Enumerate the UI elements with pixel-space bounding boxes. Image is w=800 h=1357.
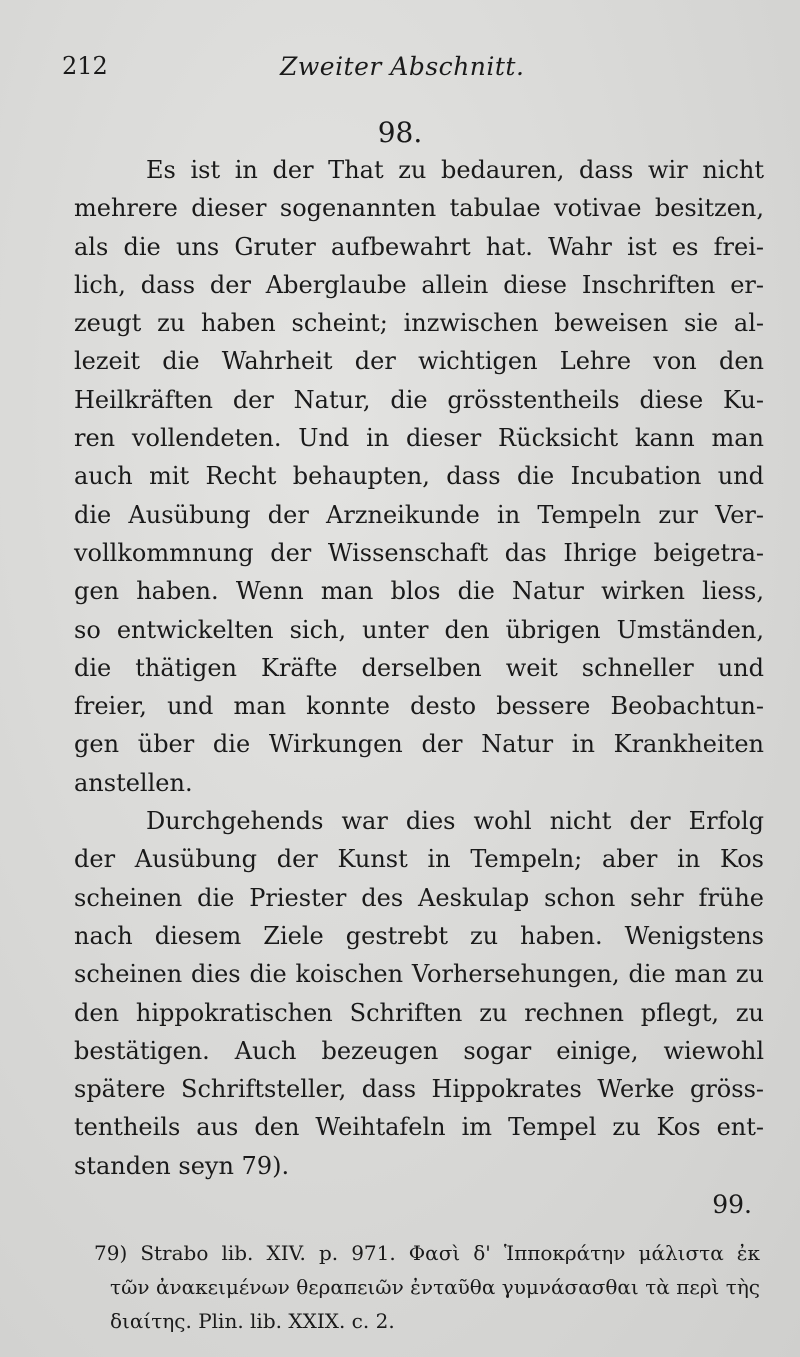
text-line: als die uns Gruter aufbewahrt hat. Wahr ist es frei- <box>74 232 764 261</box>
text-line: scheinen dies die koischen Vorhersehungen, die man zu <box>74 960 764 989</box>
text-line: vollkommnung der Wissenschaft das Ihrige beigetra- <box>74 538 764 567</box>
text-line: bestätigen. Auch bezeugen sogar einige, wiewohl <box>74 1036 764 1065</box>
running-title: Zweiter Abschnitt. <box>280 52 525 81</box>
text-line: mehrere dieser sogenannten tabulae votivae besitzen, <box>74 194 764 223</box>
page-header <box>62 52 760 92</box>
body-text <box>74 151 764 1185</box>
text-line: tentheils aus den Weihtafeln im Tempel zu Kos ent- <box>74 1113 764 1142</box>
text-line: freier, und man konnte desto bessere Beobachtun- <box>74 692 764 721</box>
text-line: lezeit die Wahrheit der wichtigen Lehre von den <box>74 347 764 376</box>
text-line: den hippokratischen Schriften zu rechnen pflegt, zu <box>74 998 764 1027</box>
text-line: so entwickelten sich, unter den übrigen Umständen, <box>74 615 764 644</box>
text-line: die thätigen Kräfte derselben weit schneller und <box>74 653 764 682</box>
text-line: scheinen die Priester des Aeskulap schon sehr frühe <box>74 883 764 912</box>
text-line: Es ist in der That zu bedauren, dass wir nicht <box>146 156 764 184</box>
text-line: anstellen. <box>74 768 193 797</box>
text-line: die Ausübung der Arzneikunde in Tempeln zur Ver- <box>74 500 764 529</box>
text-line: spätere Schriftsteller, dass Hippokrates Werke gröss- <box>74 1075 764 1104</box>
page-number: 212 <box>62 52 108 80</box>
footnote-line: τῶν ἀνακειμένων θεραπειῶν ἐνταῦθα γυμνάσασθαι τὰ περὶ τὴς <box>110 1275 760 1299</box>
next-section-number: 99. <box>712 1190 752 1219</box>
text-line: Durchgehends war dies wohl nicht der Erfolg <box>146 807 764 836</box>
footnote-line: 79) Strabo lib. XIV. p. 971. Φασὶ δ' Ἱπποκράτην μάλιστα ἐκ <box>94 1241 760 1265</box>
section-number: 98. <box>377 116 423 149</box>
text-line: standen seyn 79). <box>74 1151 290 1180</box>
text-line: Heilkräften der Natur, die grösstentheils diese Ku- <box>74 385 764 414</box>
text-line: ren vollendeten. Und in dieser Rücksicht kann man <box>74 424 764 453</box>
text-line: lich, dass der Aberglaube allein diese Inschriften er- <box>74 270 764 299</box>
text-line: zeugt zu haben scheint; inzwischen beweisen sie al- <box>74 309 764 338</box>
text-line: gen haben. Wenn man blos die Natur wirken liess, <box>74 577 764 606</box>
text-line: nach diesem Ziele gestrebt zu haben. Wenigstens <box>74 921 764 950</box>
footnote <box>94 1236 760 1338</box>
text-line: gen über die Wirkungen der Natur in Krankheiten <box>74 730 764 759</box>
text-line: der Ausübung der Kunst in Tempeln; aber in Kos <box>74 845 764 874</box>
text-line: auch mit Recht behaupten, dass die Incubation und <box>74 462 764 491</box>
footnote-line: διαίτης. Plin. lib. XXIX. c. 2. <box>110 1309 395 1333</box>
